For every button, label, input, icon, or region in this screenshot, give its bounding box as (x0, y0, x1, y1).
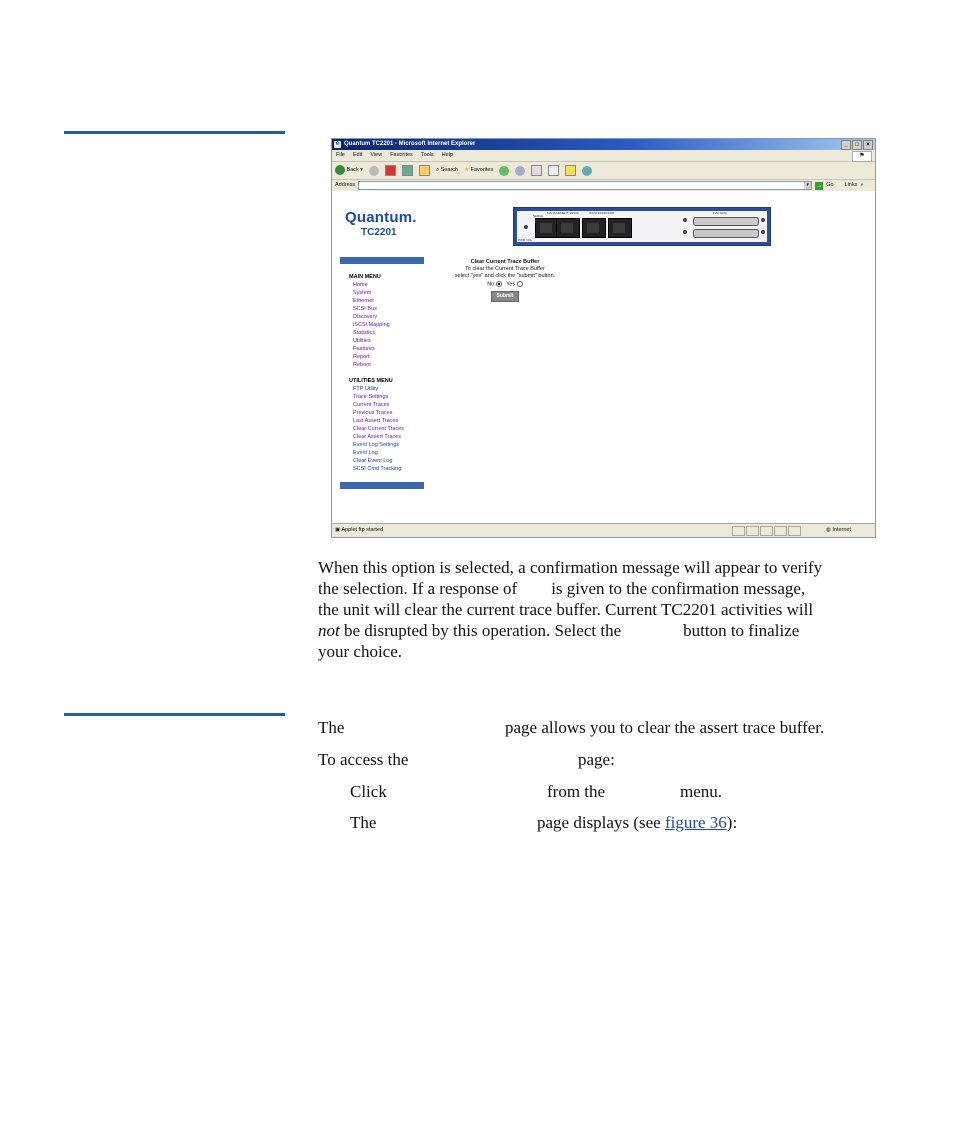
dropdown-icon[interactable]: ▾ (804, 182, 811, 189)
menu-item-last-assert-traces[interactable]: Last Assert Traces (353, 418, 399, 424)
para1-line3: the unit will clear the current trace buffer. Current TC2201 activities will (318, 600, 814, 619)
globe-icon: ◍ (826, 527, 831, 533)
para2-start: The (318, 718, 345, 737)
windows-logo-icon: ⚑ (852, 151, 872, 162)
search-icon: ⌕ (436, 167, 440, 173)
refresh-icon[interactable] (402, 165, 413, 176)
links-button[interactable]: Links (844, 182, 858, 188)
main-menu (349, 273, 390, 369)
edit-icon[interactable] (548, 165, 559, 176)
menu-item-discovery[interactable]: Discovery (353, 314, 378, 320)
address-label: Address (335, 182, 356, 188)
address-input[interactable] (358, 181, 812, 190)
media-icon[interactable] (499, 166, 509, 176)
menu-item-scsi-cmd-tracking[interactable]: SCSI Cmd Tracking (353, 466, 402, 472)
go-button[interactable]: Go (826, 182, 834, 188)
mgmt-port-icon (556, 218, 580, 238)
section-rule-bottom (64, 713, 285, 716)
back-arrow-icon (335, 165, 345, 175)
search-button[interactable]: ⌕ Search (436, 167, 459, 173)
para1-line4: not be disrupted by this operation. Select the button to finalize (318, 621, 800, 640)
menu-item-clear-assert-traces[interactable]: Clear Assert Traces (353, 434, 401, 440)
menu-item-features[interactable]: Features (353, 346, 375, 352)
screw-icon (683, 218, 687, 222)
iscsi-label: ISCSI 10/100/1000 (589, 211, 615, 215)
menu-edit[interactable]: Edit (352, 152, 363, 158)
maximize-icon[interactable]: □ (852, 140, 862, 150)
submit-button[interactable]: Submit (491, 291, 520, 302)
star-icon: ★ (464, 167, 470, 173)
pwr-label: PWR / IDL (518, 238, 533, 242)
menu-file[interactable]: File (336, 152, 345, 158)
close-icon[interactable]: × (863, 140, 873, 150)
menu-item-iscsi-mapping[interactable]: iSCSI Mapping (353, 322, 390, 328)
scsi-bus-label: LVD SCSI (713, 211, 727, 215)
menu-item-event-log-settings[interactable]: Event Log Settings (353, 442, 400, 448)
yes-radio[interactable] (517, 281, 523, 287)
browser-titlebar (332, 139, 875, 150)
browser-toolbar (332, 162, 875, 180)
back-button[interactable]: Back ▾ (335, 162, 363, 179)
messenger-icon[interactable] (582, 166, 592, 176)
step2-text: page displays (see figure 36): (537, 813, 738, 832)
ie-icon: e (335, 141, 340, 147)
browser-screenshot (331, 138, 876, 538)
para1-line1: When this option is selected, a confirmation message will appear to verify (318, 558, 823, 577)
iscsi-port-1-icon (582, 218, 606, 238)
menu-item-clear-current-traces[interactable]: Clear Current Traces (353, 426, 405, 432)
iscsi-port-2-icon (608, 218, 632, 238)
no-label: No (487, 281, 495, 288)
screw-icon (761, 218, 765, 222)
menu-item-scsi-bus[interactable]: SCSI Bus (353, 306, 377, 312)
figure-link[interactable]: figure 36 (664, 813, 727, 832)
browser-statusbar (332, 523, 875, 537)
favorites-button[interactable]: ★ Favorites (464, 167, 494, 173)
menu-item-statistics[interactable]: Statistics (353, 330, 376, 336)
menu-item-home[interactable]: Home (353, 282, 368, 288)
home-icon[interactable] (419, 165, 430, 176)
form-title: Clear Current Trace Buffer (470, 259, 540, 265)
status-text: ▣ Applet ftp started (335, 527, 384, 533)
quantum-logo (345, 209, 417, 238)
folder-icon[interactable] (565, 165, 576, 176)
screw-icon (683, 230, 687, 234)
utilities-menu-title: UTILITIES MENU (349, 378, 393, 384)
menu-tools[interactable]: Tools (420, 152, 434, 158)
para3-start: To access the (318, 750, 409, 769)
menu-item-trace-settings[interactable]: Trace Settings (353, 394, 389, 400)
screw-icon (761, 230, 765, 234)
main-menu-title: MAIN MENU (349, 274, 381, 280)
sidebar-header-bar (340, 257, 424, 264)
yes-label: Yes (506, 281, 516, 288)
scsi-connector-1-icon (693, 217, 759, 226)
para1-line5: your choice. (318, 642, 403, 661)
section-rule-top (64, 131, 285, 134)
menu-view[interactable]: View (370, 152, 383, 158)
sidebar-footer-bar (340, 482, 424, 489)
paragraph-confirmation (318, 557, 822, 662)
mgmt-label: MANAGEMENT 10/100 (547, 211, 579, 215)
brand-name: Quantum. (345, 209, 417, 226)
menu-item-utilities[interactable]: Utilities (353, 338, 371, 344)
status-zone: ◍ Internet (826, 527, 851, 533)
forward-arrow-icon[interactable] (369, 166, 379, 176)
step1-from: from the (547, 782, 606, 801)
menu-help[interactable]: Help (441, 152, 453, 158)
menu-item-ethernet[interactable]: Ethernet (353, 298, 374, 304)
menu-item-event-log[interactable]: Event Log (353, 450, 378, 456)
menu-item-current-traces[interactable]: Current Traces (353, 402, 390, 408)
chevron-right-icon[interactable]: » (860, 182, 864, 188)
menu-favorites[interactable]: Favorites (390, 152, 413, 158)
para1-line2: the selection. If a response of is given to the confirmation message, (318, 579, 806, 598)
menu-item-report[interactable]: Report (353, 354, 370, 360)
print-icon[interactable] (531, 165, 542, 176)
form-instruction-1: To clear the Current Trace Buffer (465, 266, 545, 272)
serial-port-icon (535, 218, 557, 238)
clear-trace-form (440, 259, 570, 302)
step1-menu: menu. (680, 782, 723, 801)
menu-item-previous-traces[interactable]: Previous Traces (353, 410, 393, 416)
step2-the: The (350, 813, 377, 832)
browser-menubar (332, 150, 875, 162)
mail-icon[interactable] (515, 166, 525, 176)
menu-item-reboot[interactable]: Reboot (353, 362, 371, 368)
para3-end: page: (578, 750, 615, 769)
go-arrow-icon[interactable]: → (816, 182, 823, 189)
page-content (332, 191, 875, 520)
menu-item-clear-event-log[interactable]: Clear Event Log (353, 458, 393, 464)
menu-item-ftp-utility[interactable]: FTP Utility (353, 386, 379, 392)
step1-click: Click (350, 782, 387, 801)
serial-label: SERIAL (533, 214, 544, 218)
status-cells (732, 526, 801, 536)
scsi-connector-2-icon (693, 229, 759, 238)
utilities-menu (349, 377, 404, 473)
form-instruction-2: select "yes" and click the "submit" button. (454, 273, 556, 279)
minimize-icon[interactable]: _ (841, 140, 851, 150)
reset-button-icon (524, 225, 528, 229)
stop-icon[interactable] (385, 165, 396, 176)
model-name: TC2201 (361, 227, 397, 238)
browser-title: Quantum TC2201 - Microsoft Internet Explorer (344, 141, 476, 147)
menu-item-system[interactable]: System (353, 290, 372, 296)
no-radio[interactable] (496, 281, 502, 287)
para2-end: page allows you to clear the assert trace buffer. (505, 718, 825, 737)
device-panel-image (513, 207, 771, 246)
page-icon: ▣ (335, 527, 341, 533)
